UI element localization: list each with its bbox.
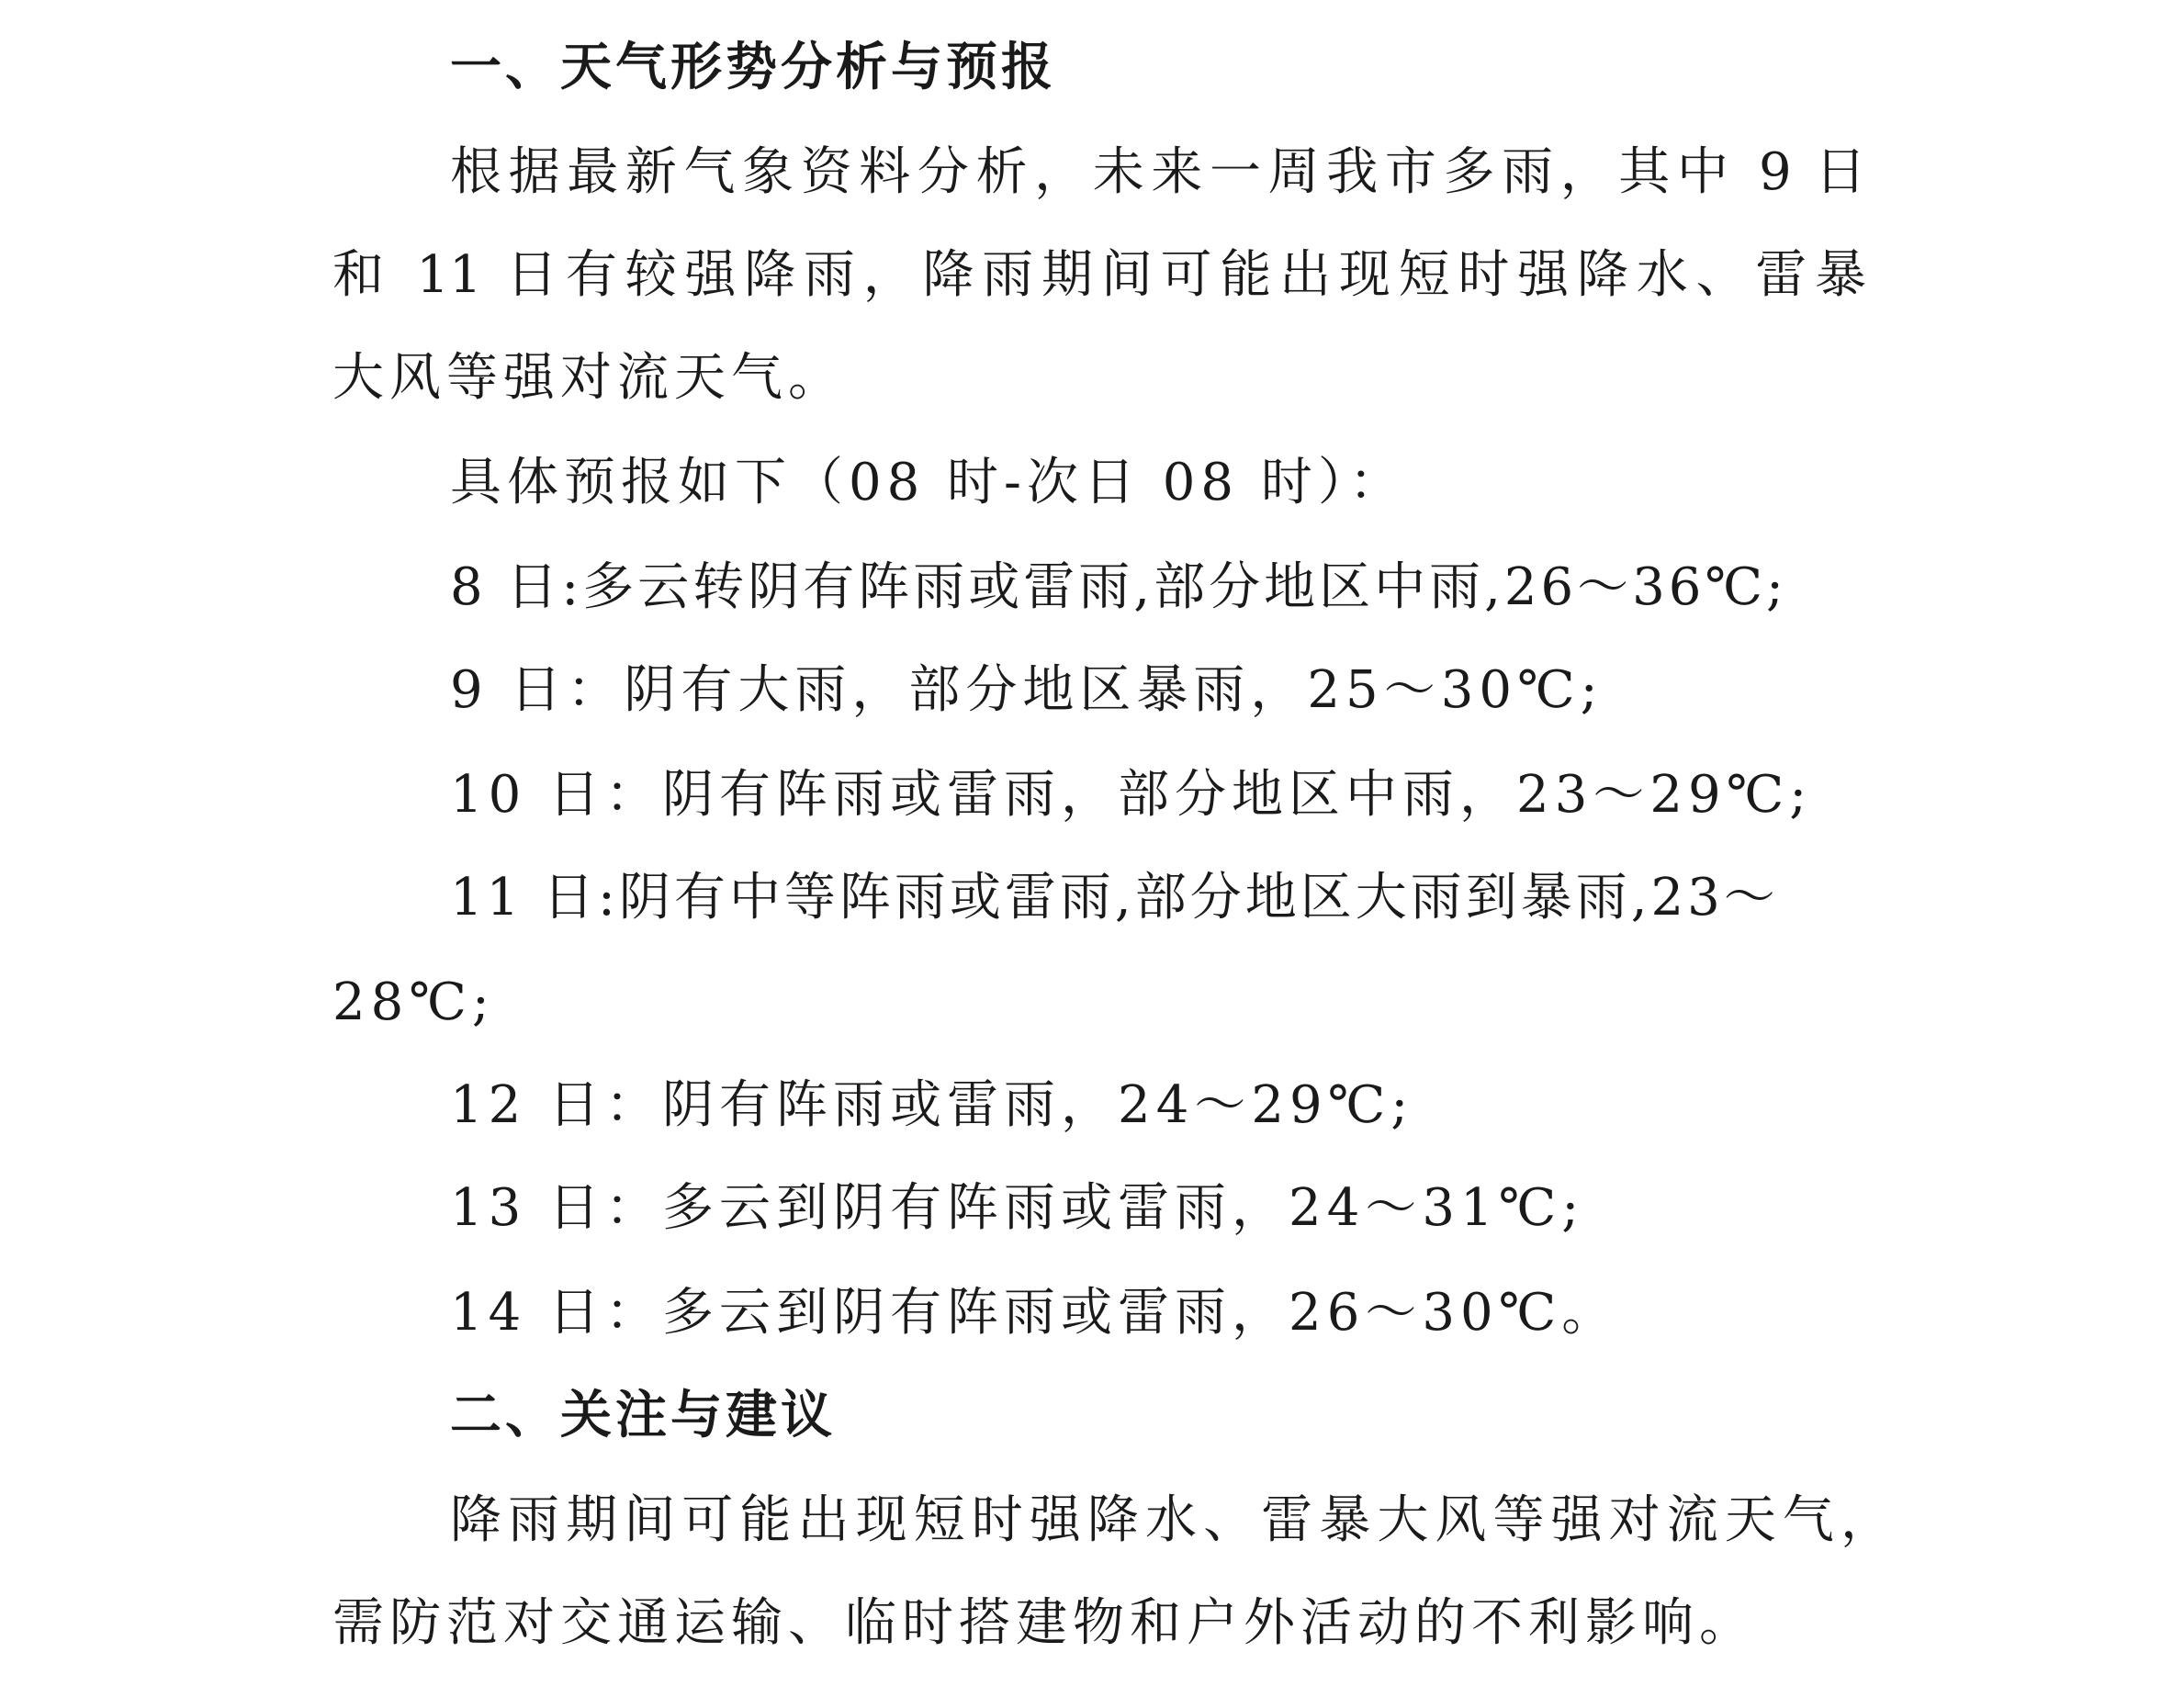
forecast-day-11: 11 日:阴有中等阵雨或雷雨,部分地区大雨到暴雨,23～	[450, 868, 1779, 927]
section1-heading: 一、天气形势分析与预报	[450, 38, 1056, 97]
forecast-day-12: 12 日：阴有阵雨或雷雨，24～29℃;	[450, 1075, 1414, 1135]
intro-line-2: 和 11 日有较强降雨，降雨期间可能出现短时强降水、雷暴	[332, 245, 1866, 305]
forecast-day-13: 13 日：多云到阴有阵雨或雷雨，24～31℃;	[450, 1178, 1585, 1238]
intro-line-3: 大风等强对流天气。	[332, 348, 845, 408]
intro-line-1: 根据最新气象资料分析，未来一周我市多雨，其中 9 日	[450, 142, 1866, 202]
forecast-intro: 具体预报如下（08 时-次日 08 时）：	[450, 453, 1406, 512]
advice-line-1: 降雨期间可能出现短时强降水、雷暴大风等强对流天气，	[450, 1490, 1892, 1550]
forecast-day-11-continued: 28℃;	[332, 972, 495, 1032]
advice-line-2: 需防范对交通运输、临时搭建物和户外活动的不利影响。	[332, 1593, 1756, 1653]
forecast-day-9: 9 日：阴有大雨，部分地区暴雨，25～30℃;	[450, 660, 1604, 720]
forecast-day-14: 14 日：多云到阴有阵雨或雷雨，26～30℃。	[450, 1283, 1619, 1343]
forecast-day-10: 10 日：阴有阵雨或雷雨，部分地区中雨，23～29℃;	[450, 765, 1813, 825]
section2-heading: 二、关注与建议	[450, 1386, 836, 1445]
forecast-day-8: 8 日:多云转阴有阵雨或雷雨,部分地区中雨,26～36℃;	[450, 557, 1787, 617]
